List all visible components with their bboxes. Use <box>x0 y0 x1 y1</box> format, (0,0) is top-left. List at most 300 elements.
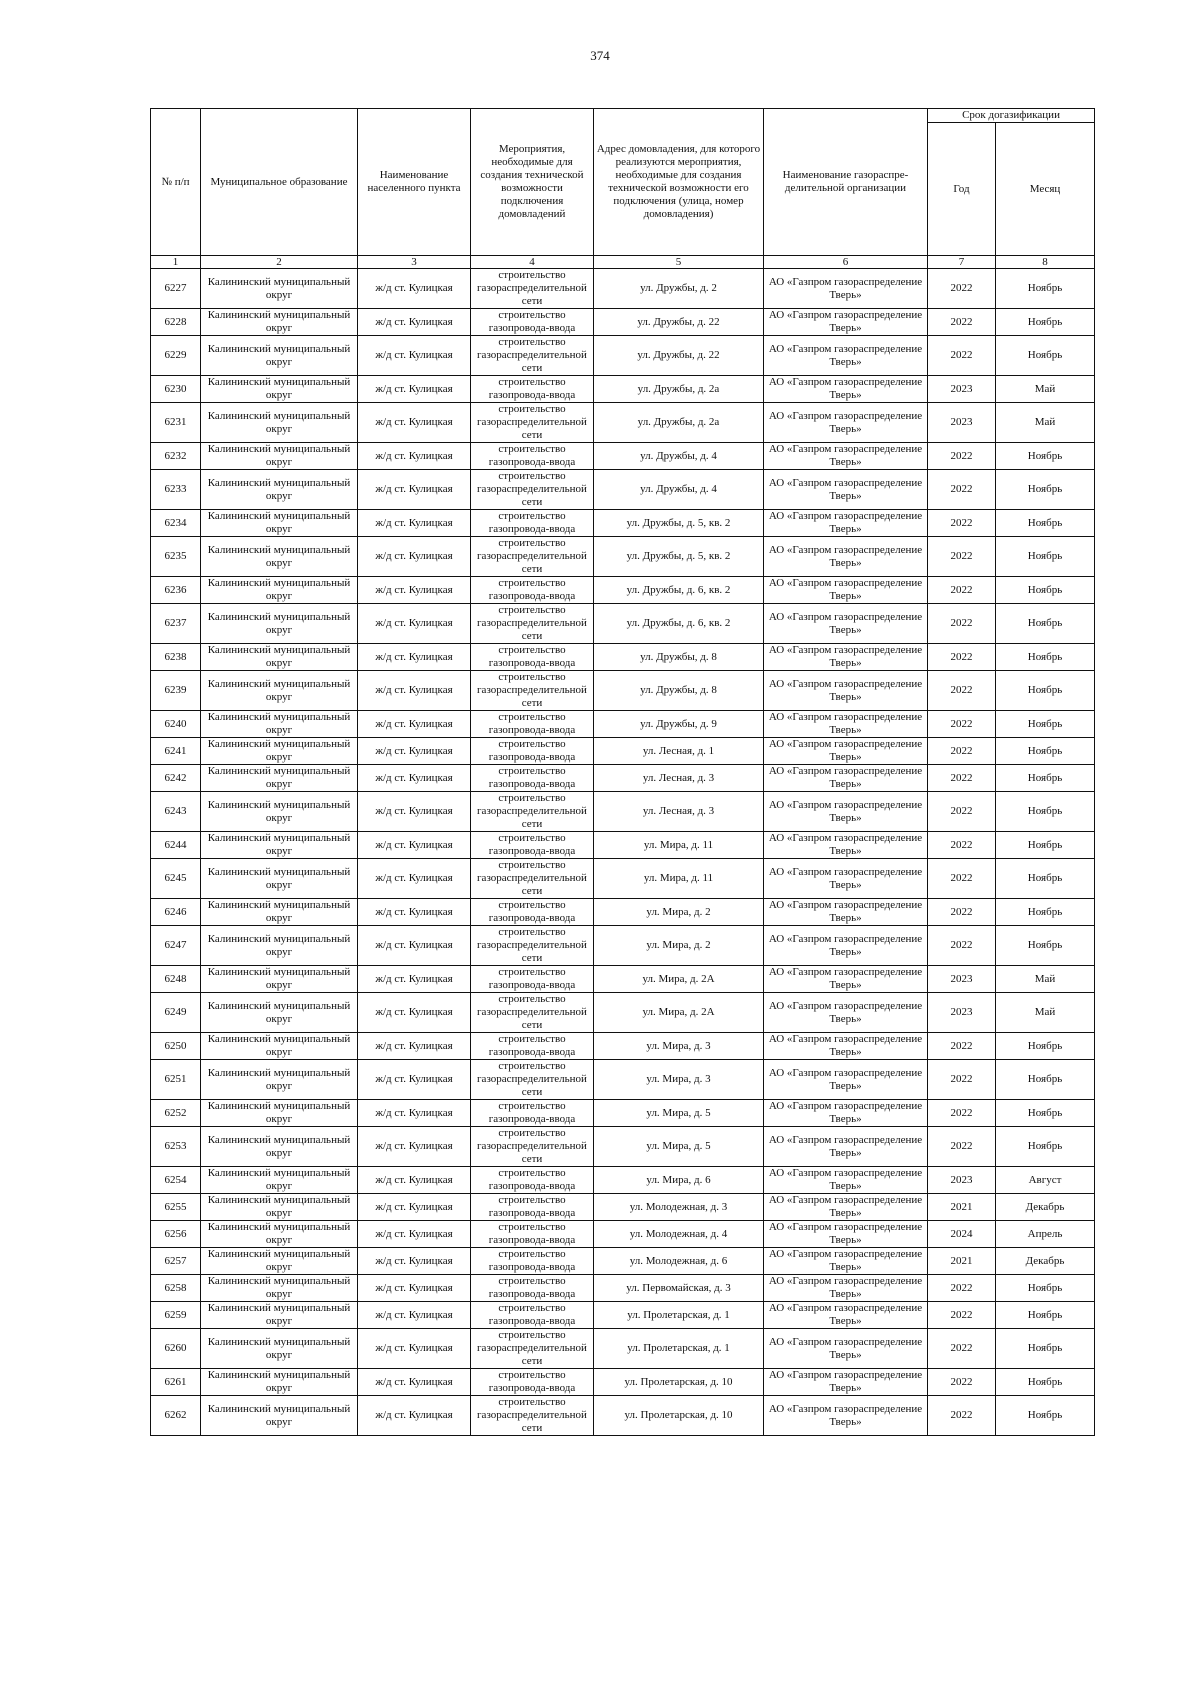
municipality-cell: Калининский муниципальный округ <box>201 899 358 926</box>
month-cell: Ноябрь <box>996 792 1095 832</box>
settlement-cell: ж/д ст. Кулицкая <box>358 309 471 336</box>
header-address: Адрес домовладения, для которого реализуются мероприятия, необходимые для создания технической возможности его подключения (улица, номер домовладения) <box>594 109 764 256</box>
organization-cell: АО «Газпром газораспределение Тверь» <box>764 1248 928 1275</box>
measure-cell: строительство газораспределительной сети <box>471 537 594 577</box>
measure-cell: строительство газопровода-ввода <box>471 443 594 470</box>
measure-cell: строительство газопровода-ввода <box>471 711 594 738</box>
table-row <box>151 336 1095 376</box>
measure-cell: строительство газопровода-ввода <box>471 1194 594 1221</box>
address-cell: ул. Мира, д. 2А <box>594 993 764 1033</box>
year-cell: 2022 <box>928 1329 996 1369</box>
address-cell: ул. Мира, д. 2А <box>594 966 764 993</box>
organization-cell: АО «Газпром газораспределение Тверь» <box>764 537 928 577</box>
settlement-cell: ж/д ст. Кулицкая <box>358 470 471 510</box>
table-row <box>151 926 1095 966</box>
organization-cell: АО «Газпром газораспределение Тверь» <box>764 1221 928 1248</box>
month-cell: Ноябрь <box>996 577 1095 604</box>
year-cell: 2022 <box>928 309 996 336</box>
municipality-cell: Калининский муниципальный округ <box>201 1060 358 1100</box>
row-number: 6249 <box>151 993 201 1033</box>
row-number: 6257 <box>151 1248 201 1275</box>
measure-cell: строительство газораспределительной сети <box>471 336 594 376</box>
measure-cell: строительство газораспределительной сети <box>471 269 594 309</box>
organization-cell: АО «Газпром газораспределение Тверь» <box>764 470 928 510</box>
measure-cell: строительство газопровода-ввода <box>471 738 594 765</box>
address-cell: ул. Дружбы, д. 9 <box>594 711 764 738</box>
row-number: 6253 <box>151 1127 201 1167</box>
municipality-cell: Калининский муниципальный округ <box>201 1396 358 1436</box>
municipality-cell: Калининский муниципальный округ <box>201 1033 358 1060</box>
address-cell: ул. Дружбы, д. 2а <box>594 403 764 443</box>
row-number: 6230 <box>151 376 201 403</box>
address-cell: ул. Молодежная, д. 3 <box>594 1194 764 1221</box>
address-cell: ул. Дружбы, д. 4 <box>594 443 764 470</box>
municipality-cell: Калининский муниципальный округ <box>201 577 358 604</box>
table-row <box>151 1100 1095 1127</box>
table-row <box>151 309 1095 336</box>
address-cell: ул. Пролетарская, д. 10 <box>594 1396 764 1436</box>
month-cell: Ноябрь <box>996 644 1095 671</box>
municipality-cell: Калининский муниципальный округ <box>201 859 358 899</box>
row-number: 6231 <box>151 403 201 443</box>
settlement-cell: ж/д ст. Кулицкая <box>358 966 471 993</box>
municipality-cell: Калининский муниципальный округ <box>201 470 358 510</box>
month-cell: Ноябрь <box>996 604 1095 644</box>
address-cell: ул. Дружбы, д. 5, кв. 2 <box>594 537 764 577</box>
municipality-cell: Калининский муниципальный округ <box>201 336 358 376</box>
measure-cell: строительство газораспределительной сети <box>471 1396 594 1436</box>
settlement-cell: ж/д ст. Кулицкая <box>358 1221 471 1248</box>
table-row <box>151 1060 1095 1100</box>
row-number: 6227 <box>151 269 201 309</box>
year-cell: 2022 <box>928 1100 996 1127</box>
measure-cell: строительство газораспределительной сети <box>471 792 594 832</box>
address-cell: ул. Дружбы, д. 6, кв. 2 <box>594 577 764 604</box>
settlement-cell: ж/д ст. Кулицкая <box>358 1302 471 1329</box>
row-number: 6235 <box>151 537 201 577</box>
year-cell: 2022 <box>928 671 996 711</box>
table-row <box>151 792 1095 832</box>
table-row <box>151 765 1095 792</box>
table-row <box>151 443 1095 470</box>
row-number: 6254 <box>151 1167 201 1194</box>
table-row <box>151 671 1095 711</box>
address-cell: ул. Лесная, д. 1 <box>594 738 764 765</box>
address-cell: ул. Мира, д. 11 <box>594 859 764 899</box>
month-cell: Август <box>996 1167 1095 1194</box>
row-number: 6261 <box>151 1369 201 1396</box>
municipality-cell: Калининский муниципальный округ <box>201 644 358 671</box>
column-number: 2 <box>201 256 358 269</box>
municipality-cell: Калининский муниципальный округ <box>201 604 358 644</box>
municipality-cell: Калининский муниципальный округ <box>201 537 358 577</box>
organization-cell: АО «Газпром газораспределение Тверь» <box>764 1127 928 1167</box>
organization-cell: АО «Газпром газораспределение Тверь» <box>764 1100 928 1127</box>
municipality-cell: Калининский муниципальный округ <box>201 1127 358 1167</box>
organization-cell: АО «Газпром газораспределение Тверь» <box>764 644 928 671</box>
row-number: 6246 <box>151 899 201 926</box>
row-number: 6233 <box>151 470 201 510</box>
month-cell: Ноябрь <box>996 926 1095 966</box>
year-cell: 2022 <box>928 604 996 644</box>
year-cell: 2022 <box>928 711 996 738</box>
measure-cell: строительство газопровода-ввода <box>471 1302 594 1329</box>
municipality-cell: Калининский муниципальный округ <box>201 926 358 966</box>
month-cell: Ноябрь <box>996 537 1095 577</box>
measure-cell: строительство газораспределительной сети <box>471 671 594 711</box>
address-cell: ул. Пролетарская, д. 10 <box>594 1369 764 1396</box>
settlement-cell: ж/д ст. Кулицкая <box>358 859 471 899</box>
settlement-cell: ж/д ст. Кулицкая <box>358 1248 471 1275</box>
table-row <box>151 644 1095 671</box>
year-cell: 2022 <box>928 738 996 765</box>
organization-cell: АО «Газпром газораспределение Тверь» <box>764 671 928 711</box>
month-cell: Ноябрь <box>996 470 1095 510</box>
table-body <box>151 269 1095 1436</box>
month-cell: Ноябрь <box>996 309 1095 336</box>
settlement-cell: ж/д ст. Кулицкая <box>358 1329 471 1369</box>
year-cell: 2022 <box>928 1275 996 1302</box>
year-cell: 2022 <box>928 1302 996 1329</box>
table-row <box>151 403 1095 443</box>
row-number: 6240 <box>151 711 201 738</box>
municipality-cell: Калининский муниципальный округ <box>201 1329 358 1369</box>
year-cell: 2022 <box>928 1033 996 1060</box>
month-cell: Ноябрь <box>996 711 1095 738</box>
organization-cell: АО «Газпром газораспределение Тверь» <box>764 604 928 644</box>
address-cell: ул. Молодежная, д. 4 <box>594 1221 764 1248</box>
month-cell: Ноябрь <box>996 1127 1095 1167</box>
municipality-cell: Калининский муниципальный округ <box>201 269 358 309</box>
address-cell: ул. Дружбы, д. 8 <box>594 671 764 711</box>
organization-cell: АО «Газпром газораспределение Тверь» <box>764 1194 928 1221</box>
row-number: 6251 <box>151 1060 201 1100</box>
municipality-cell: Калининский муниципальный округ <box>201 376 358 403</box>
measure-cell: строительство газопровода-ввода <box>471 644 594 671</box>
municipality-cell: Калининский муниципальный округ <box>201 1100 358 1127</box>
table-row <box>151 1127 1095 1167</box>
table-row <box>151 577 1095 604</box>
address-cell: ул. Мира, д. 11 <box>594 832 764 859</box>
header-num: № п/п <box>151 109 201 256</box>
table-row <box>151 1369 1095 1396</box>
municipality-cell: Калининский муниципальный округ <box>201 671 358 711</box>
address-cell: ул. Пролетарская, д. 1 <box>594 1302 764 1329</box>
measure-cell: строительство газораспределительной сети <box>471 1127 594 1167</box>
table-row <box>151 604 1095 644</box>
row-number: 6247 <box>151 926 201 966</box>
table-row <box>151 1033 1095 1060</box>
organization-cell: АО «Газпром газораспределение Тверь» <box>764 1329 928 1369</box>
settlement-cell: ж/д ст. Кулицкая <box>358 1060 471 1100</box>
measure-cell: строительство газопровода-ввода <box>471 309 594 336</box>
year-cell: 2022 <box>928 899 996 926</box>
row-number: 6259 <box>151 1302 201 1329</box>
settlement-cell: ж/д ст. Кулицкая <box>358 1167 471 1194</box>
month-cell: Ноябрь <box>996 1396 1095 1436</box>
settlement-cell: ж/д ст. Кулицкая <box>358 269 471 309</box>
year-cell: 2022 <box>928 765 996 792</box>
measure-cell: строительство газопровода-ввода <box>471 510 594 537</box>
municipality-cell: Калининский муниципальный округ <box>201 1194 358 1221</box>
row-number: 6250 <box>151 1033 201 1060</box>
table-row <box>151 899 1095 926</box>
row-number: 6238 <box>151 644 201 671</box>
measure-cell: строительство газораспределительной сети <box>471 604 594 644</box>
measure-cell: строительство газопровода-ввода <box>471 1221 594 1248</box>
table-row <box>151 738 1095 765</box>
organization-cell: АО «Газпром газораспределение Тверь» <box>764 376 928 403</box>
month-cell: Ноябрь <box>996 832 1095 859</box>
measure-cell: строительство газораспределительной сети <box>471 1060 594 1100</box>
month-cell: Декабрь <box>996 1194 1095 1221</box>
measure-cell: строительство газораспределительной сети <box>471 1329 594 1369</box>
row-number: 6260 <box>151 1329 201 1369</box>
year-cell: 2022 <box>928 792 996 832</box>
municipality-cell: Калининский муниципальный округ <box>201 1248 358 1275</box>
month-cell: Ноябрь <box>996 765 1095 792</box>
year-cell: 2023 <box>928 376 996 403</box>
row-number: 6255 <box>151 1194 201 1221</box>
measure-cell: строительство газораспределительной сети <box>471 859 594 899</box>
month-cell: Ноябрь <box>996 899 1095 926</box>
column-number: 3 <box>358 256 471 269</box>
month-cell: Апрель <box>996 1221 1095 1248</box>
column-numbers-row <box>151 256 1095 269</box>
address-cell: ул. Мира, д. 3 <box>594 1060 764 1100</box>
address-cell: ул. Дружбы, д. 5, кв. 2 <box>594 510 764 537</box>
settlement-cell: ж/д ст. Кулицкая <box>358 376 471 403</box>
row-number: 6228 <box>151 309 201 336</box>
settlement-cell: ж/д ст. Кулицкая <box>358 926 471 966</box>
measure-cell: строительство газораспределительной сети <box>471 926 594 966</box>
settlement-cell: ж/д ст. Кулицкая <box>358 765 471 792</box>
page-number: 374 <box>590 48 610 63</box>
year-cell: 2022 <box>928 1060 996 1100</box>
address-cell: ул. Мира, д. 3 <box>594 1033 764 1060</box>
month-cell: Ноябрь <box>996 336 1095 376</box>
table-row <box>151 1302 1095 1329</box>
measure-cell: строительство газораспределительной сети <box>471 470 594 510</box>
table-row <box>151 1167 1095 1194</box>
organization-cell: АО «Газпром газораспределение Тверь» <box>764 309 928 336</box>
measure-cell: строительство газораспределительной сети <box>471 403 594 443</box>
month-cell: Ноябрь <box>996 738 1095 765</box>
municipality-cell: Калининский муниципальный округ <box>201 309 358 336</box>
measure-cell: строительство газопровода-ввода <box>471 765 594 792</box>
organization-cell: АО «Газпром газораспределение Тверь» <box>764 1275 928 1302</box>
year-cell: 2022 <box>928 470 996 510</box>
row-number: 6245 <box>151 859 201 899</box>
row-number: 6236 <box>151 577 201 604</box>
header-month: Месяц <box>996 123 1095 256</box>
address-cell: ул. Дружбы, д. 6, кв. 2 <box>594 604 764 644</box>
settlement-cell: ж/д ст. Кулицкая <box>358 1127 471 1167</box>
year-cell: 2022 <box>928 577 996 604</box>
settlement-cell: ж/д ст. Кулицкая <box>358 1396 471 1436</box>
header-year: Год <box>928 123 996 256</box>
organization-cell: АО «Газпром газораспределение Тверь» <box>764 1033 928 1060</box>
measure-cell: строительство газопровода-ввода <box>471 1167 594 1194</box>
year-cell: 2023 <box>928 966 996 993</box>
address-cell: ул. Лесная, д. 3 <box>594 792 764 832</box>
organization-cell: АО «Газпром газораспределение Тверь» <box>764 1302 928 1329</box>
table-row <box>151 1248 1095 1275</box>
settlement-cell: ж/д ст. Кулицкая <box>358 711 471 738</box>
year-cell: 2024 <box>928 1221 996 1248</box>
municipality-cell: Калининский муниципальный округ <box>201 403 358 443</box>
settlement-cell: ж/д ст. Кулицкая <box>358 792 471 832</box>
row-number: 6262 <box>151 1396 201 1436</box>
address-cell: ул. Дружбы, д. 4 <box>594 470 764 510</box>
organization-cell: АО «Газпром газораспределение Тверь» <box>764 966 928 993</box>
organization-cell: АО «Газпром газораспределение Тверь» <box>764 899 928 926</box>
municipality-cell: Калининский муниципальный округ <box>201 1369 358 1396</box>
measure-cell: строительство газопровода-ввода <box>471 1275 594 1302</box>
gasification-table <box>150 108 1095 1436</box>
month-cell: Май <box>996 993 1095 1033</box>
month-cell: Ноябрь <box>996 1329 1095 1369</box>
table-row <box>151 1275 1095 1302</box>
row-number: 6234 <box>151 510 201 537</box>
address-cell: ул. Молодежная, д. 6 <box>594 1248 764 1275</box>
organization-cell: АО «Газпром газораспределение Тверь» <box>764 859 928 899</box>
year-cell: 2022 <box>928 269 996 309</box>
address-cell: ул. Лесная, д. 3 <box>594 765 764 792</box>
column-number: 7 <box>928 256 996 269</box>
month-cell: Ноябрь <box>996 443 1095 470</box>
measure-cell: строительство газопровода-ввода <box>471 376 594 403</box>
organization-cell: АО «Газпром газораспределение Тверь» <box>764 403 928 443</box>
month-cell: Декабрь <box>996 1248 1095 1275</box>
measure-cell: строительство газопровода-ввода <box>471 899 594 926</box>
settlement-cell: ж/д ст. Кулицкая <box>358 1194 471 1221</box>
month-cell: Ноябрь <box>996 1275 1095 1302</box>
year-cell: 2022 <box>928 1396 996 1436</box>
table-row <box>151 510 1095 537</box>
month-cell: Май <box>996 966 1095 993</box>
row-number: 6258 <box>151 1275 201 1302</box>
table-row <box>151 1396 1095 1436</box>
organization-cell: АО «Газпром газораспределение Тверь» <box>764 1060 928 1100</box>
municipality-cell: Калининский муниципальный округ <box>201 792 358 832</box>
year-cell: 2022 <box>928 510 996 537</box>
row-number: 6241 <box>151 738 201 765</box>
municipality-cell: Калининский муниципальный округ <box>201 510 358 537</box>
municipality-cell: Калининский муниципальный округ <box>201 832 358 859</box>
column-number: 5 <box>594 256 764 269</box>
row-number: 6232 <box>151 443 201 470</box>
table-row <box>151 832 1095 859</box>
year-cell: 2023 <box>928 993 996 1033</box>
year-cell: 2022 <box>928 644 996 671</box>
column-number: 1 <box>151 256 201 269</box>
month-cell: Май <box>996 403 1095 443</box>
month-cell: Ноябрь <box>996 269 1095 309</box>
row-number: 6252 <box>151 1100 201 1127</box>
organization-cell: АО «Газпром газораспределение Тверь» <box>764 510 928 537</box>
settlement-cell: ж/д ст. Кулицкая <box>358 899 471 926</box>
table-row <box>151 269 1095 309</box>
month-cell: Ноябрь <box>996 1060 1095 1100</box>
settlement-cell: ж/д ст. Кулицкая <box>358 604 471 644</box>
settlement-cell: ж/д ст. Кулицкая <box>358 644 471 671</box>
address-cell: ул. Мира, д. 5 <box>594 1127 764 1167</box>
table-row <box>151 966 1095 993</box>
address-cell: ул. Первомайская, д. 3 <box>594 1275 764 1302</box>
row-number: 6242 <box>151 765 201 792</box>
organization-cell: АО «Газпром газораспределение Тверь» <box>764 1369 928 1396</box>
organization-cell: АО «Газпром газораспределение Тверь» <box>764 926 928 966</box>
year-cell: 2022 <box>928 832 996 859</box>
municipality-cell: Калининский муниципальный округ <box>201 993 358 1033</box>
table-row <box>151 711 1095 738</box>
month-cell: Май <box>996 376 1095 403</box>
settlement-cell: ж/д ст. Кулицкая <box>358 1100 471 1127</box>
year-cell: 2021 <box>928 1194 996 1221</box>
address-cell: ул. Пролетарская, д. 1 <box>594 1329 764 1369</box>
address-cell: ул. Мира, д. 6 <box>594 1167 764 1194</box>
measure-cell: строительство газопровода-ввода <box>471 966 594 993</box>
organization-cell: АО «Газпром газораспределение Тверь» <box>764 993 928 1033</box>
year-cell: 2023 <box>928 1167 996 1194</box>
settlement-cell: ж/д ст. Кулицкая <box>358 577 471 604</box>
column-number: 8 <box>996 256 1095 269</box>
settlement-cell: ж/д ст. Кулицкая <box>358 738 471 765</box>
table-row <box>151 376 1095 403</box>
organization-cell: АО «Газпром газораспределение Тверь» <box>764 336 928 376</box>
address-cell: ул. Дружбы, д. 2 <box>594 269 764 309</box>
municipality-cell: Калининский муниципальный округ <box>201 966 358 993</box>
year-cell: 2022 <box>928 537 996 577</box>
measure-cell: строительство газопровода-ввода <box>471 1248 594 1275</box>
year-cell: 2022 <box>928 443 996 470</box>
row-number: 6239 <box>151 671 201 711</box>
month-cell: Ноябрь <box>996 1302 1095 1329</box>
address-cell: ул. Мира, д. 5 <box>594 1100 764 1127</box>
month-cell: Ноябрь <box>996 510 1095 537</box>
table-row <box>151 470 1095 510</box>
settlement-cell: ж/д ст. Кулицкая <box>358 832 471 859</box>
organization-cell: АО «Газпром газораспределение Тверь» <box>764 443 928 470</box>
settlement-cell: ж/д ст. Кулицкая <box>358 510 471 537</box>
address-cell: ул. Дружбы, д. 8 <box>594 644 764 671</box>
organization-cell: АО «Газпром газораспределение Тверь» <box>764 792 928 832</box>
measure-cell: строительство газопровода-ввода <box>471 1100 594 1127</box>
measure-cell: строительство газопровода-ввода <box>471 577 594 604</box>
header-settlement: Наименование населенного пункта <box>358 109 471 256</box>
table-row <box>151 993 1095 1033</box>
table-row <box>151 859 1095 899</box>
year-cell: 2022 <box>928 1369 996 1396</box>
address-cell: ул. Дружбы, д. 22 <box>594 309 764 336</box>
organization-cell: АО «Газпром газораспределение Тверь» <box>764 1396 928 1436</box>
column-number: 6 <box>764 256 928 269</box>
row-number: 6229 <box>151 336 201 376</box>
table-row <box>151 537 1095 577</box>
year-cell: 2022 <box>928 336 996 376</box>
address-cell: ул. Мира, д. 2 <box>594 926 764 966</box>
address-cell: ул. Мира, д. 2 <box>594 899 764 926</box>
settlement-cell: ж/д ст. Кулицкая <box>358 336 471 376</box>
row-number: 6256 <box>151 1221 201 1248</box>
settlement-cell: ж/д ст. Кулицкая <box>358 671 471 711</box>
organization-cell: АО «Газпром газораспределение Тверь» <box>764 269 928 309</box>
settlement-cell: ж/д ст. Кулицкая <box>358 1369 471 1396</box>
measure-cell: строительство газопровода-ввода <box>471 1369 594 1396</box>
month-cell: Ноябрь <box>996 1369 1095 1396</box>
municipality-cell: Калининский муниципальный округ <box>201 765 358 792</box>
